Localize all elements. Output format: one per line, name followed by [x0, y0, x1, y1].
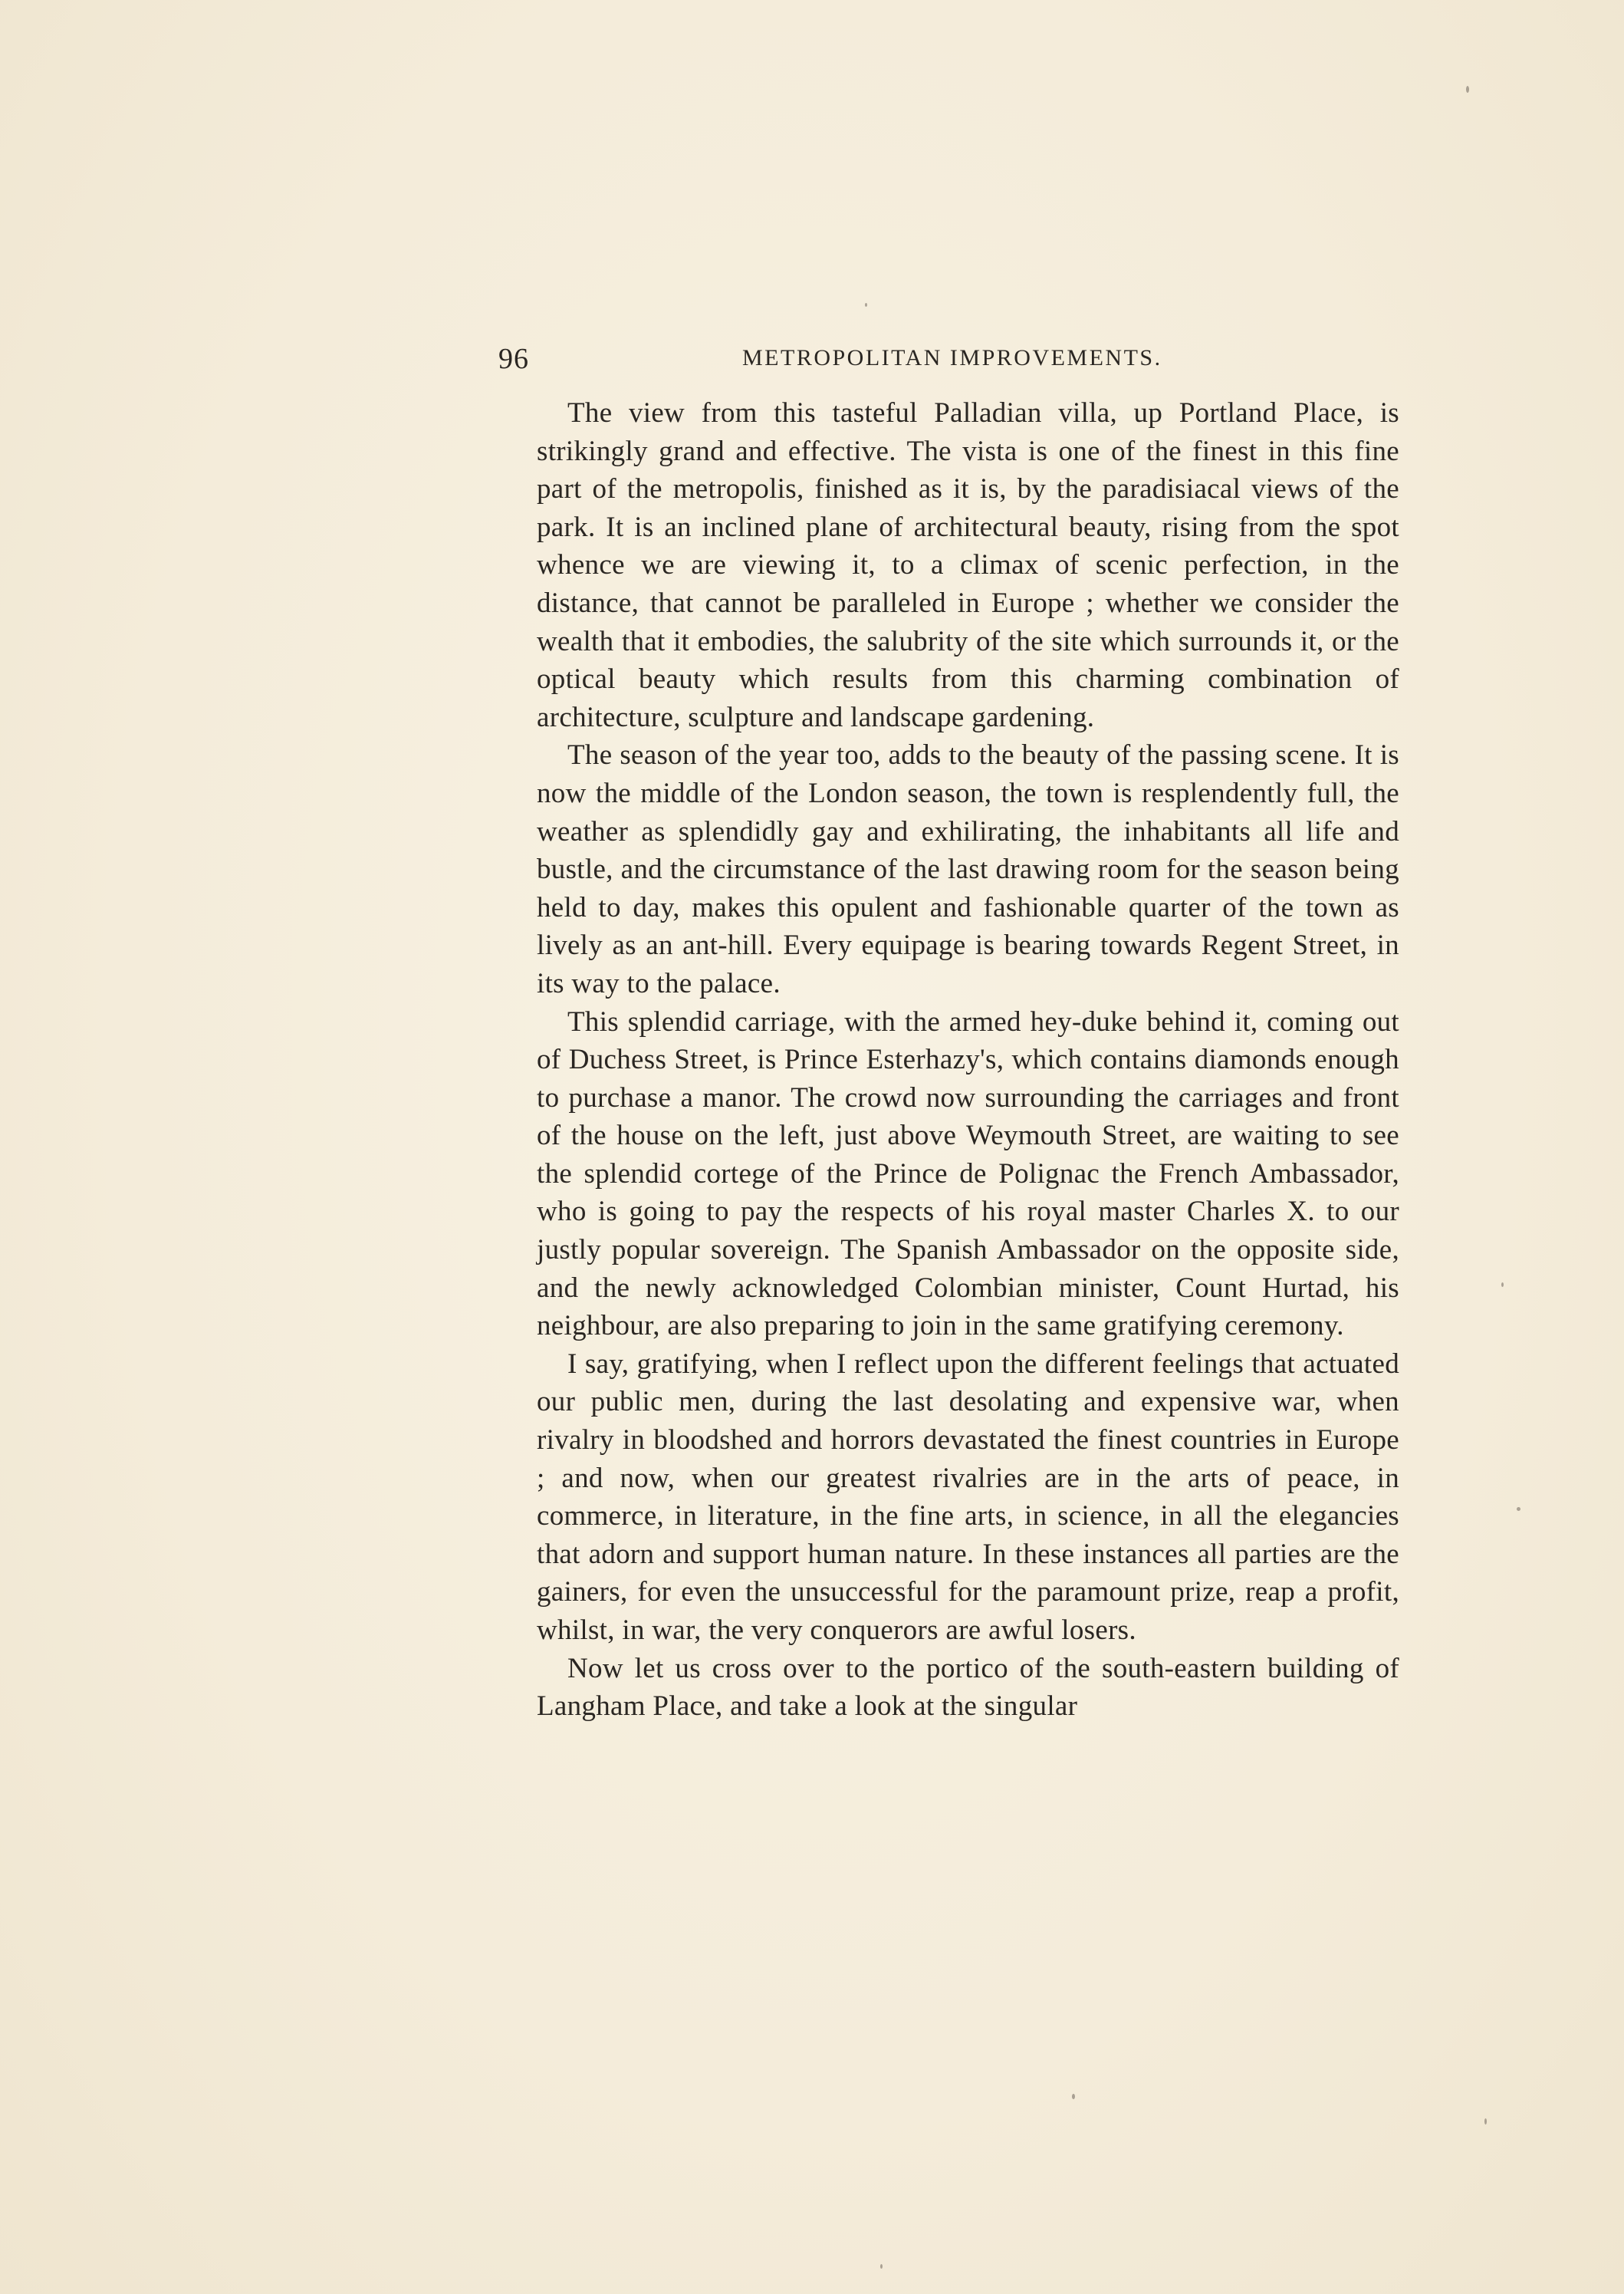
- paper-speck: [1501, 1282, 1504, 1287]
- paper-speck: [880, 2264, 883, 2269]
- paragraph-3: This splendid carriage, with the armed hey-duke behind it, coming out of Duchess Street, is Prince Esterhazy's, which contains diamonds enough to purchase a manor. The crowd now surrounding the carriages and front of the house on the left, just above Weymouth Street, are waiting to see the splendid cortege of the Prince de Polignac the French Ambassador, who is going to pay the respects of his royal master Charles X. to our justly popular sovereign. The Spanish Ambassador on the opposite side, and the newly acknowledged Colombian minister, Count Hurtad, his neighbour, are also preparing to join in the same gratifying ceremony.: [537, 1005, 1399, 1342]
- paper-speck: [1466, 86, 1469, 93]
- body-text: [537, 394, 1399, 1726]
- paper-speck: [1072, 2094, 1075, 2099]
- running-title: METROPOLITAN IMPROVEMENTS.: [742, 345, 1162, 370]
- paper-speck: [1484, 2118, 1487, 2125]
- running-head: [498, 342, 1403, 388]
- paragraph-4: I say, gratifying, when I reflect upon the different feelings that actuated our public men, during the last desolating and expensive war, when rivalry in bloodshed and horrors devastated the finest countries in Europe ; and now, when our greatest rivalries are in the arts of peace, in commerce, in literature, in the fine arts, in science, in all the elegancies that adorn and support human nature. In these instances all parties are the gainers, for even the unsuccessful for the paramount prize, reap a profit, whilst, in war, the very conquerors are awful losers.: [537, 1348, 1399, 1646]
- paragraph-1: The view from this tasteful Palladian villa, up Portland Place, is strikingly grand and effective. The vista is one of the finest in this fine part of the metropolis, finished as it is, by the paradisiacal views of the park. It is an inclined plane of architectural beauty, rising from the spot whence we are viewing it, to a climax of scenic perfection, in the distance, that cannot be paralleled in Europe ; whether we consider the wealth that it embodies, the salubrity of the site which surrounds it, or the optical beauty which results from this charming combination of architecture, sculpture and landscape gardening.: [537, 397, 1399, 733]
- paragraph-5: Now let us cross over to the portico of the south-eastern building of Langham Place, and take a look at the singular: [537, 1652, 1399, 1723]
- page-number: 96: [498, 343, 529, 375]
- paragraph-2: The season of the year too, adds to the beauty of the passing scene. It is now the middle of the London season, the town is resplendently full, the weather as splendidly gay and exhilirating, the inhabitants all life and bustle, and the circumstance of the last drawing room for the season being held to day, makes this opulent and fashionable quarter of the town as lively as an ant-hill. Every equipage is bearing towards Regent Street, in its way to the palace.: [537, 739, 1399, 999]
- paper-speck: [1517, 1507, 1520, 1511]
- paper-speck: [865, 303, 867, 307]
